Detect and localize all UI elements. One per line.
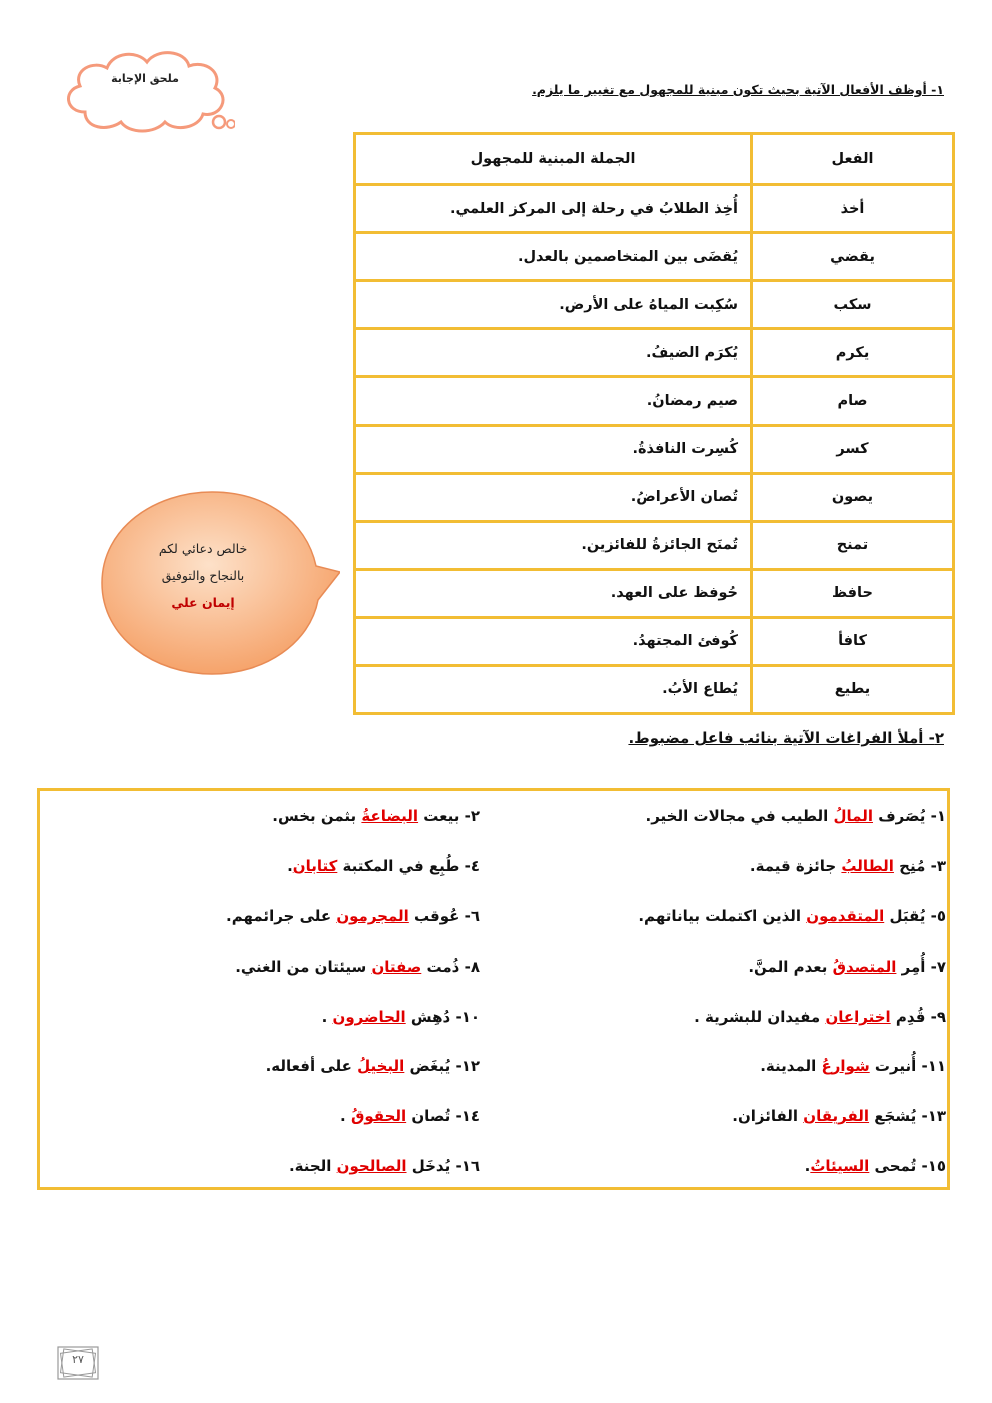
sentence-cell: كُسِرت النافذةُ.: [355, 425, 752, 473]
list-item: [340, 1107, 480, 1125]
list-item: [805, 1157, 946, 1175]
answer-word: المتقدمون: [806, 907, 885, 925]
verb-cell: كافأ: [752, 617, 954, 665]
item-prefix: ٤- طُبِع في المكتبة: [337, 857, 480, 875]
verb-cell: يصون: [752, 473, 954, 521]
wishes-text: [118, 535, 288, 616]
table-row: [355, 329, 954, 377]
table-row: [355, 665, 954, 713]
sentence-cell: يُطاع الأبُ.: [355, 665, 752, 713]
item-prefix: ٦- عُوقب: [408, 907, 480, 925]
answer-word: المالُ: [833, 807, 873, 825]
question-1-title: ١- أوظف الأفعال الآتية بحيث تكون مبنية للمجهول مع تغيير ما يلزم.: [532, 82, 944, 97]
item-suffix: المدينة.: [760, 1057, 822, 1075]
list-item: [694, 1008, 946, 1026]
list-item: [732, 1107, 946, 1125]
answer-word: البخيلُ: [357, 1057, 405, 1075]
item-prefix: ١- يُصَرف: [873, 807, 946, 825]
sentence-cell: تُصان الأعراضُ.: [355, 473, 752, 521]
item-prefix: ١١- أُنيرت: [869, 1057, 946, 1075]
verb-cell: تمنح: [752, 521, 954, 569]
table-header-row: [355, 134, 954, 185]
item-suffix: الفائزان.: [732, 1107, 804, 1125]
list-item: [235, 958, 480, 976]
item-suffix: على جرائمهم.: [226, 907, 337, 925]
table-row: [355, 521, 954, 569]
sentence-cell: يُكرَم الضيفُ.: [355, 329, 752, 377]
answer-word: الطالبُ: [841, 857, 894, 875]
item-suffix: .: [287, 857, 293, 875]
list-item: [322, 1008, 480, 1026]
table-row: [355, 233, 954, 281]
item-suffix: بعدم المنَّ.: [748, 958, 833, 976]
sentence-cell: سُكِبت المياهُ على الأرض.: [355, 281, 752, 329]
list-item: [748, 958, 946, 976]
question-2-title: ٢- أملأ الفراغات الآتية بنائب فاعل مضبوط.: [628, 729, 944, 747]
passive-voice-table: [353, 132, 955, 715]
answer-word: صفتان: [371, 958, 422, 976]
author-name: إيمان علي: [171, 595, 235, 610]
sentence-cell: كُوفئ المجتهدُ.: [355, 617, 752, 665]
table-row: [355, 185, 954, 233]
item-suffix: الطيب في مجالات الخير.: [645, 807, 834, 825]
item-prefix: ١٦- يُدخَل: [406, 1157, 480, 1175]
item-suffix: الذين اكتملت بياناتهم.: [638, 907, 807, 925]
sentence-cell: أُخِذ الطلابُ في رحلة إلى المركز العلمي.: [355, 185, 752, 233]
list-item: [646, 807, 946, 825]
item-suffix: .: [804, 1157, 811, 1175]
verb-cell: كسر: [752, 425, 954, 473]
header-verb: الفعل: [752, 134, 954, 185]
answer-word: المتصدقُ: [832, 958, 897, 976]
item-suffix: .: [321, 1008, 333, 1026]
sentence-cell: حُوفظ على العهد.: [355, 569, 752, 617]
list-item: [638, 907, 946, 925]
answer-word: الفريقان: [803, 1107, 870, 1125]
answer-word: المجرمون: [336, 907, 409, 925]
header-sentence: الجملة المبنية للمجهول: [355, 134, 752, 185]
list-item: [226, 907, 480, 925]
verb-cell: يطيع: [752, 665, 954, 713]
verb-cell: سكب: [752, 281, 954, 329]
answer-word: البضاعةُ: [361, 807, 419, 825]
table-row: [355, 425, 954, 473]
list-item: [750, 857, 946, 875]
verb-cell: صام: [752, 377, 954, 425]
list-item: [272, 807, 480, 825]
verb-cell: حافظ: [752, 569, 954, 617]
item-prefix: ١٢- يُبغَض: [404, 1057, 480, 1075]
item-prefix: ١٣- يُشجَع: [869, 1107, 946, 1125]
answer-word: السيئاتُ: [810, 1157, 870, 1175]
answer-word: الصالحون: [336, 1157, 407, 1175]
item-suffix: على أفعاله.: [265, 1057, 358, 1075]
item-prefix: ٥- يُقبَل: [884, 907, 946, 925]
verb-cell: يقضي: [752, 233, 954, 281]
item-prefix: ٩- قُدِم: [890, 1008, 946, 1026]
wishes-line-2: بالنجاح والتوفيق: [161, 568, 245, 583]
item-suffix: .: [340, 1107, 351, 1125]
item-suffix: جائزة قيمة.: [749, 857, 842, 875]
verb-cell: يكرم: [752, 329, 954, 377]
answer-word: الحاضرون: [332, 1008, 406, 1026]
answer-word: كتابان: [292, 857, 338, 875]
item-suffix: الجنة.: [288, 1157, 337, 1175]
table-row: [355, 473, 954, 521]
list-item: [287, 857, 480, 875]
item-suffix: بثمن بخس.: [272, 807, 362, 825]
item-prefix: ٨- ذُمت: [421, 958, 480, 976]
item-suffix: سيئتان من الغني.: [235, 958, 372, 976]
list-item: [760, 1057, 946, 1075]
item-suffix: مفيدان للبشرية .: [694, 1008, 826, 1026]
answer-key-cloud: [55, 42, 235, 137]
item-prefix: ١٠- دُهِش: [405, 1008, 480, 1026]
page-number: ٢٧: [72, 1353, 84, 1366]
sentence-cell: تُمنَح الجائزةُ للفائزين.: [355, 521, 752, 569]
fill-blanks-box: [37, 788, 950, 1190]
sentence-cell: يُقضَى بين المتخاصمين بالعدل.: [355, 233, 752, 281]
sentence-cell: صيم رمضانُ.: [355, 377, 752, 425]
item-prefix: ٧- أُمِر: [896, 958, 946, 976]
table-row: [355, 281, 954, 329]
list-item: [289, 1157, 480, 1175]
answer-word: اختراعان: [825, 1008, 891, 1026]
table-row: [355, 617, 954, 665]
answer-word: الحقوقُ: [350, 1107, 407, 1125]
wishes-line-1: خالص دعائي لكم: [158, 541, 248, 556]
table-row: [355, 569, 954, 617]
table-row: [355, 377, 954, 425]
item-prefix: ١٥- تُمحى: [869, 1157, 946, 1175]
answer-word: شوارعُ: [821, 1057, 870, 1075]
item-prefix: ٢- بيعت: [418, 807, 480, 825]
item-prefix: ١٤- تُصان: [406, 1107, 480, 1125]
verb-cell: أخذ: [752, 185, 954, 233]
item-prefix: ٣- مُنِح: [893, 857, 946, 875]
list-item: [266, 1057, 480, 1075]
answer-key-label: ملحق الإجابة: [111, 72, 179, 85]
